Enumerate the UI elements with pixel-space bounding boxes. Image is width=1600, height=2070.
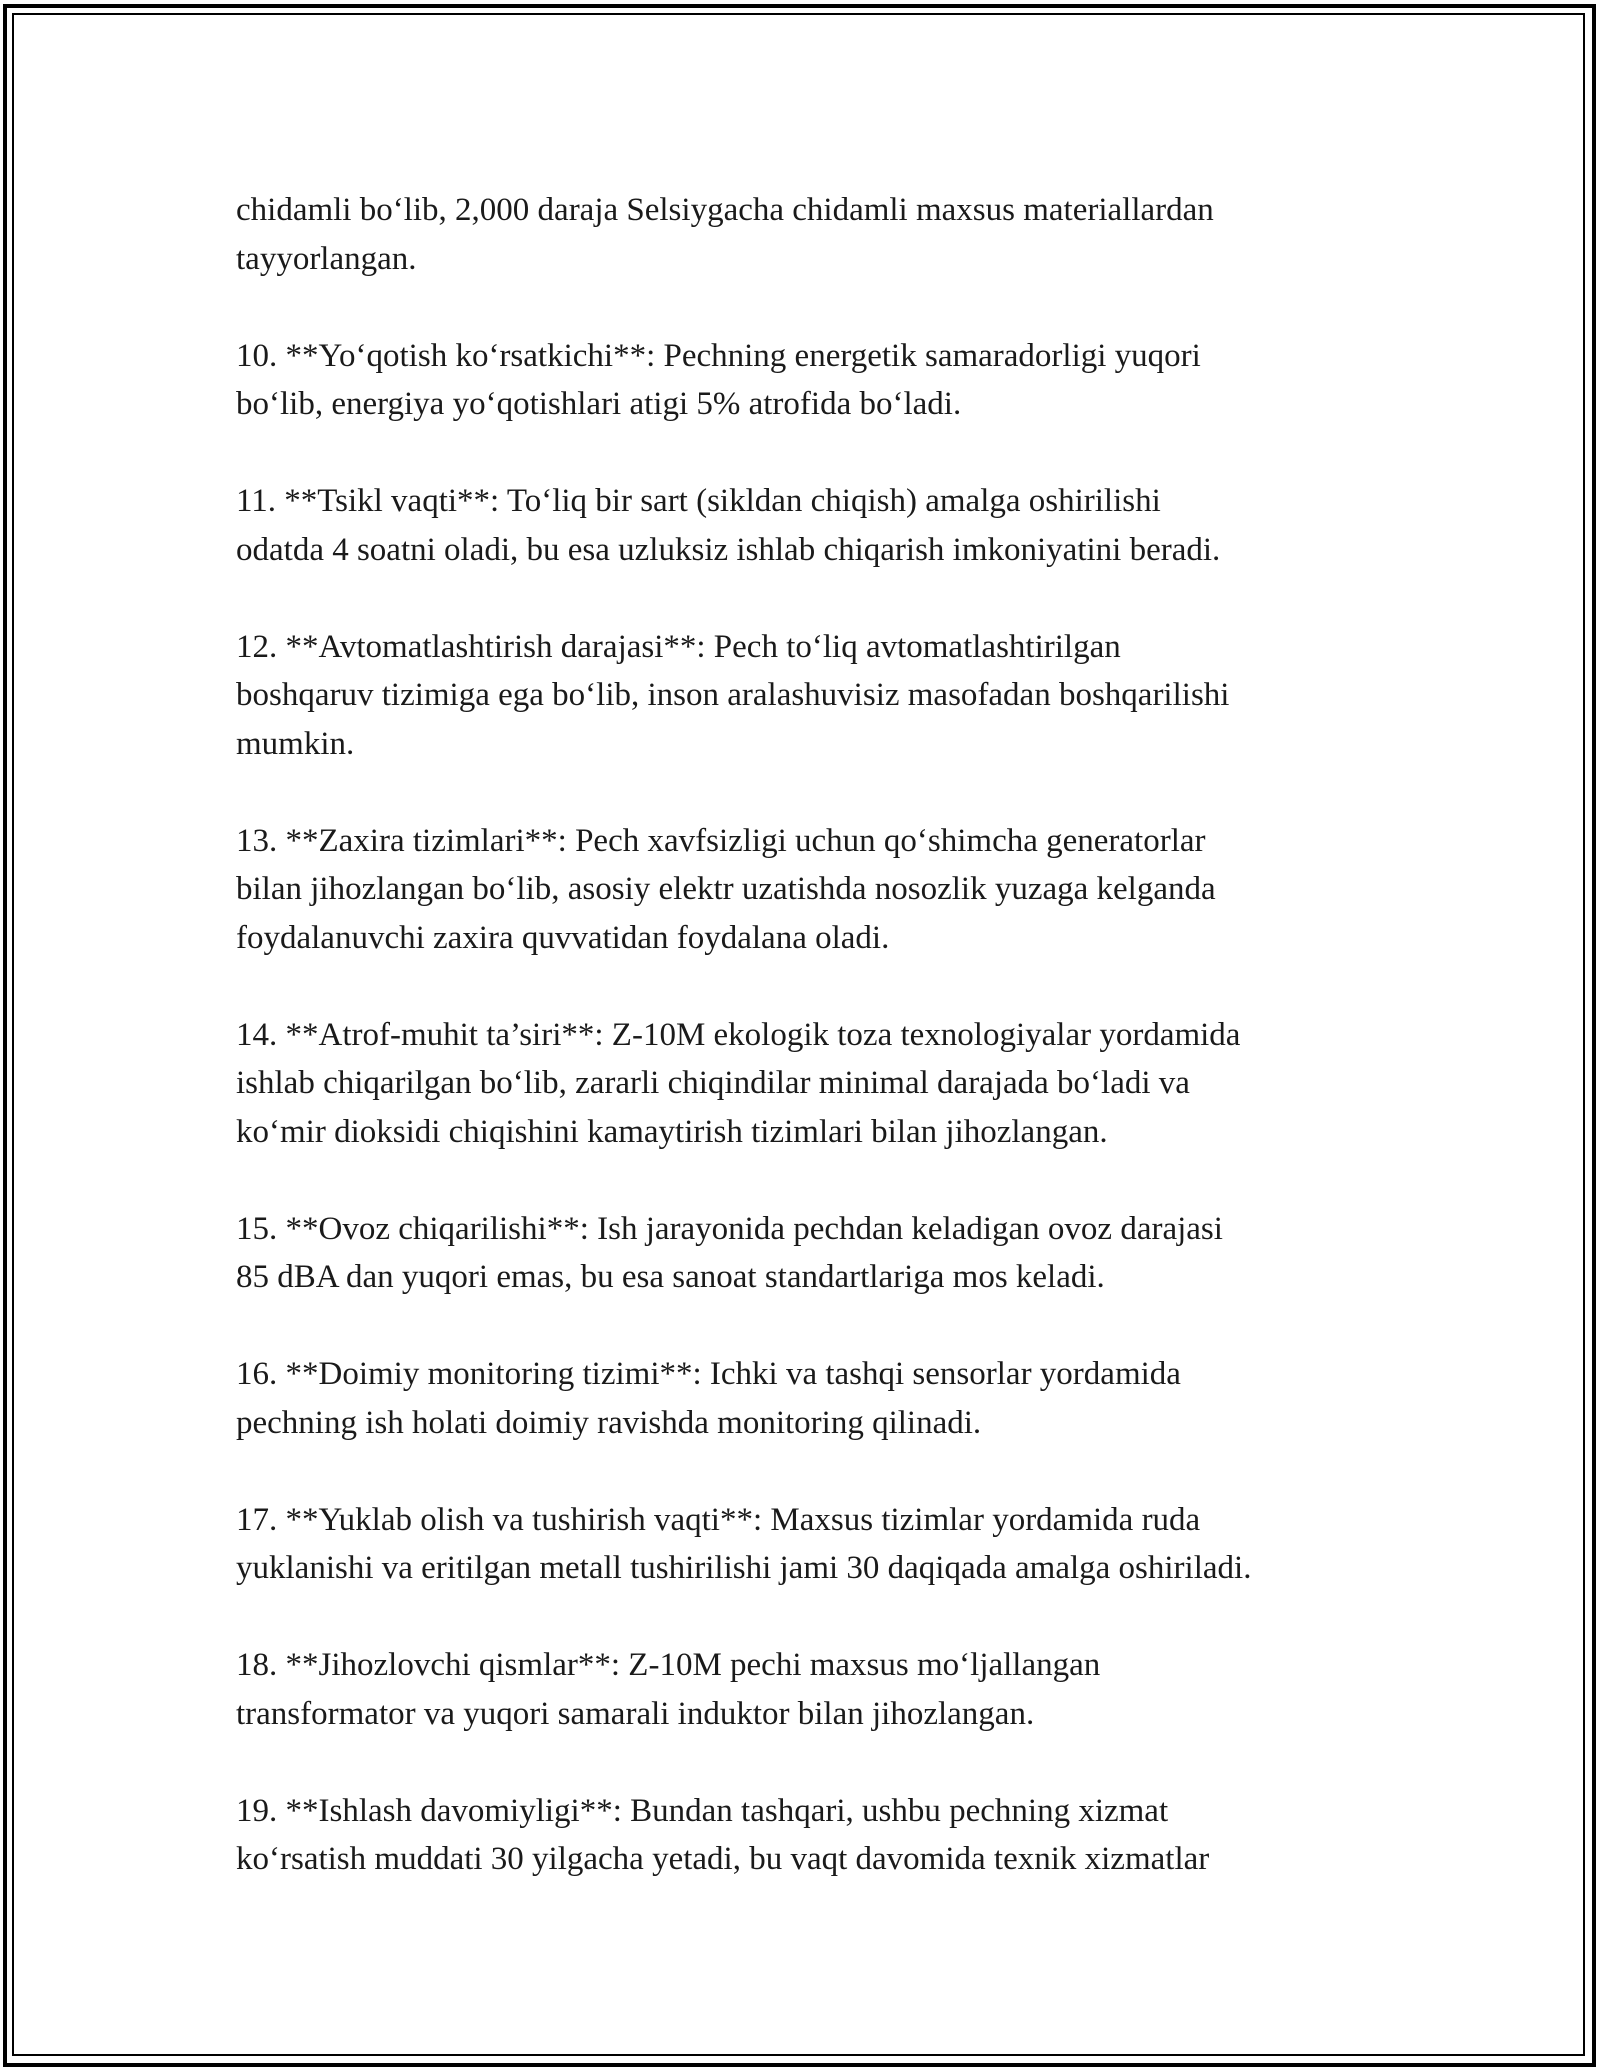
text-line: chidamli bo‘lib, 2,000 daraja Selsiygacha chidamli maxsus materiallardan xyxy=(236,192,1214,228)
list-item-18 xyxy=(236,1641,1386,1738)
text-line: 13. **Zaxira tizimlari**: Pech xavfsizligi uchun qo‘shimcha generatorlar xyxy=(236,822,1206,859)
list-item-17 xyxy=(236,1496,1386,1593)
text-line: 10. **Yo‘qotish ko‘rsatkichi**: Pechning energetik samaradorligi yuqori xyxy=(236,337,1201,374)
text-line: ko‘mir dioksidi chiqishini kamaytirish tizimlari bilan jihozlangan. xyxy=(236,1113,1108,1150)
text-line: 85 dBA dan yuqori emas, bu esa sanoat standartlariga mos keladi. xyxy=(236,1259,1105,1295)
text-line: foydalanuvchi zaxira quvvatidan foydalana oladi. xyxy=(236,919,890,956)
paragraph-continuation xyxy=(236,186,1386,283)
text-line: 14. **Atrof-muhit ta’siri**: Z-10M ekologik toza texnologiyalar yordamida xyxy=(236,1016,1241,1053)
list-item-10 xyxy=(236,332,1386,429)
text-line: bilan jihozlangan bo‘lib, asosiy elektr uzatishda nosozlik yuzaga kelganda xyxy=(236,871,1216,907)
text-line: yuklanishi va eritilgan metall tushirilishi jami 30 daqiqada amalga oshiriladi. xyxy=(236,1550,1252,1586)
text-line: pechning ish holati doimiy ravishda monitoring qilinadi. xyxy=(236,1404,982,1441)
list-item-13 xyxy=(236,817,1386,963)
list-item-12 xyxy=(236,623,1386,769)
list-item-11 xyxy=(236,477,1386,574)
text-line: bo‘lib, energiya yo‘qotishlari atigi 5% atrofida bo‘ladi. xyxy=(236,386,962,422)
text-line: tayyorlangan. xyxy=(236,240,417,277)
text-line: 18. **Jihozlovchi qismlar**: Z-10M pechi maxsus mo‘ljallangan xyxy=(236,1647,1101,1683)
text-line: odatda 4 soatni oladi, bu esa uzluksiz ishlab chiqarish imkoniyatini beradi. xyxy=(236,531,1221,568)
list-item-14 xyxy=(236,1011,1386,1157)
list-item-16 xyxy=(236,1350,1386,1447)
text-line: 17. **Yuklab olish va tushirish vaqti**: Maxsus tizimlar yordamida ruda xyxy=(236,1501,1201,1538)
text-line: ishlab chiqarilgan bo‘lib, zararli chiqindilar minimal darajada bo‘ladi va xyxy=(236,1065,1190,1101)
text-line: 15. **Ovoz chiqarilishi**: Ish jarayonida pechdan keladigan ovoz darajasi xyxy=(236,1210,1223,1247)
text-line: 19. **Ishlash davomiyligi**: Bundan tashqari, ushbu pechning xizmat xyxy=(236,1792,1169,1829)
list-item-19 xyxy=(236,1787,1386,1884)
text-line: 16. **Doimiy monitoring tizimi**: Ichki va tashqi sensorlar yordamida xyxy=(236,1356,1181,1392)
document-body xyxy=(236,186,1386,1932)
text-line: 12. **Avtomatlashtirish darajasi**: Pech to‘liq avtomatlashtirilgan xyxy=(236,628,1121,665)
text-line: mumkin. xyxy=(236,725,355,762)
text-line: 11. **Tsikl vaqti**: To‘liq bir sart (sikldan chiqish) amalga oshirilishi xyxy=(236,483,1161,519)
text-line: ko‘rsatish muddati 30 yilgacha yetadi, bu vaqt davomida texnik xizmatlar xyxy=(236,1841,1210,1877)
text-line: transformator va yuqori samarali induktor bilan jihozlangan. xyxy=(236,1695,1035,1732)
list-item-15 xyxy=(236,1205,1386,1302)
text-line: boshqaruv tizimiga ega bo‘lib, inson aralashuvisiz masofadan boshqarilishi xyxy=(236,677,1230,713)
